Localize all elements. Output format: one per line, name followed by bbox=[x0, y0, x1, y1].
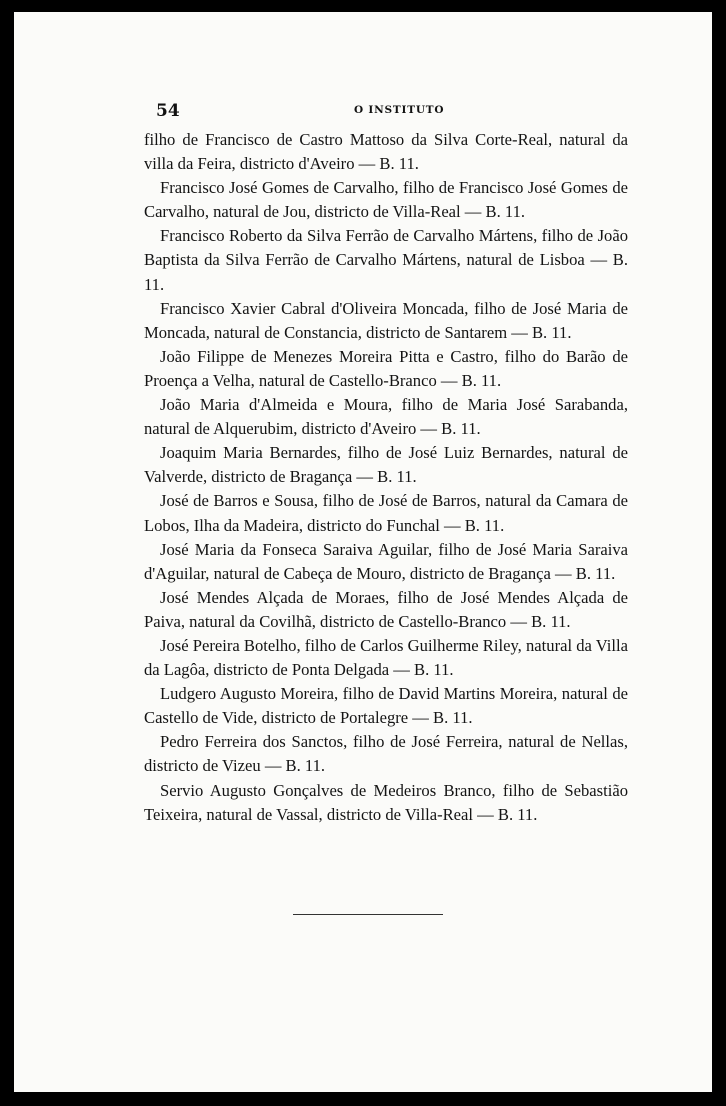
running-title: O INSTITUTO bbox=[354, 104, 445, 116]
entry-list bbox=[144, 128, 628, 827]
list-item: João Maria d'Almeida e Moura, filho de Maria José Sarabanda, natural de Alquerubim, districto d'Aveiro — B. 11. bbox=[144, 395, 628, 439]
list-item: José Mendes Alçada de Moraes, filho de José Mendes Alçada de Paiva, natural da Covilhã, districto de Castello-Branco — B. 11. bbox=[144, 587, 628, 631]
list-item: Joaquim Maria Bernardes, filho de José Luiz Bernardes, natural de Valverde, districto de Bragança — B. 11. bbox=[144, 443, 628, 487]
list-item: José Pereira Botelho, filho de Carlos Guilherme Riley, natural da Villa da Lagôa, districto de Ponta Delgada — B. 11. bbox=[144, 635, 628, 680]
list-item: Francisco Xavier Cabral d'Oliveira Moncada, filho de José Maria de Moncada, natural de Constancia, districto de Santarem — B. 11. bbox=[144, 298, 628, 342]
list-item: Francisco José Gomes de Carvalho, filho de Francisco José Gomes de Carvalho, natural de Jou, districto de Villa-Real — B. 11. bbox=[144, 178, 628, 222]
list-item: filho de Francisco de Castro Mattoso da Silva Corte-Real, natural da villa da Feira, districto d'Aveiro — B. 11. bbox=[144, 130, 628, 174]
list-item: Ludgero Augusto Moreira, filho de David Martins Moreira, natural de Castello de Vide, districto de Portalegre — B. 11. bbox=[144, 684, 628, 728]
page-header bbox=[156, 101, 642, 121]
list-item: Servio Augusto Gonçalves de Medeiros Branco, filho de Sebastião Teixeira, natural de Vassal, districto de Villa-Real — B. 11. bbox=[144, 780, 628, 824]
list-item: Pedro Ferreira dos Sanctos, filho de José Ferreira, natural de Nellas, districto de Vizeu — B. 11. bbox=[144, 732, 628, 776]
list-item: Francisco Roberto da Silva Ferrão de Carvalho Mártens, filho de João Baptista da Silva Ferrão de Carvalho Mártens, natural de Lisboa — B. 11. bbox=[144, 226, 628, 294]
list-item: José Maria da Fonseca Saraiva Aguilar, filho de José Maria Saraiva d'Aguilar, natural de Cabeça de Mouro, districto de Bragança — B. 11. bbox=[144, 539, 628, 583]
page-number: 54 bbox=[156, 101, 180, 121]
list-item: José de Barros e Sousa, filho de José de Barros, natural da Camara de Lobos, Ilha da Madeira, districto do Funchal — B. 11. bbox=[144, 491, 628, 535]
section-divider bbox=[293, 914, 443, 915]
list-item: João Filippe de Menezes Moreira Pitta e Castro, filho do Barão de Proença a Velha, natural de Castello-Branco — B. 11. bbox=[144, 346, 628, 390]
